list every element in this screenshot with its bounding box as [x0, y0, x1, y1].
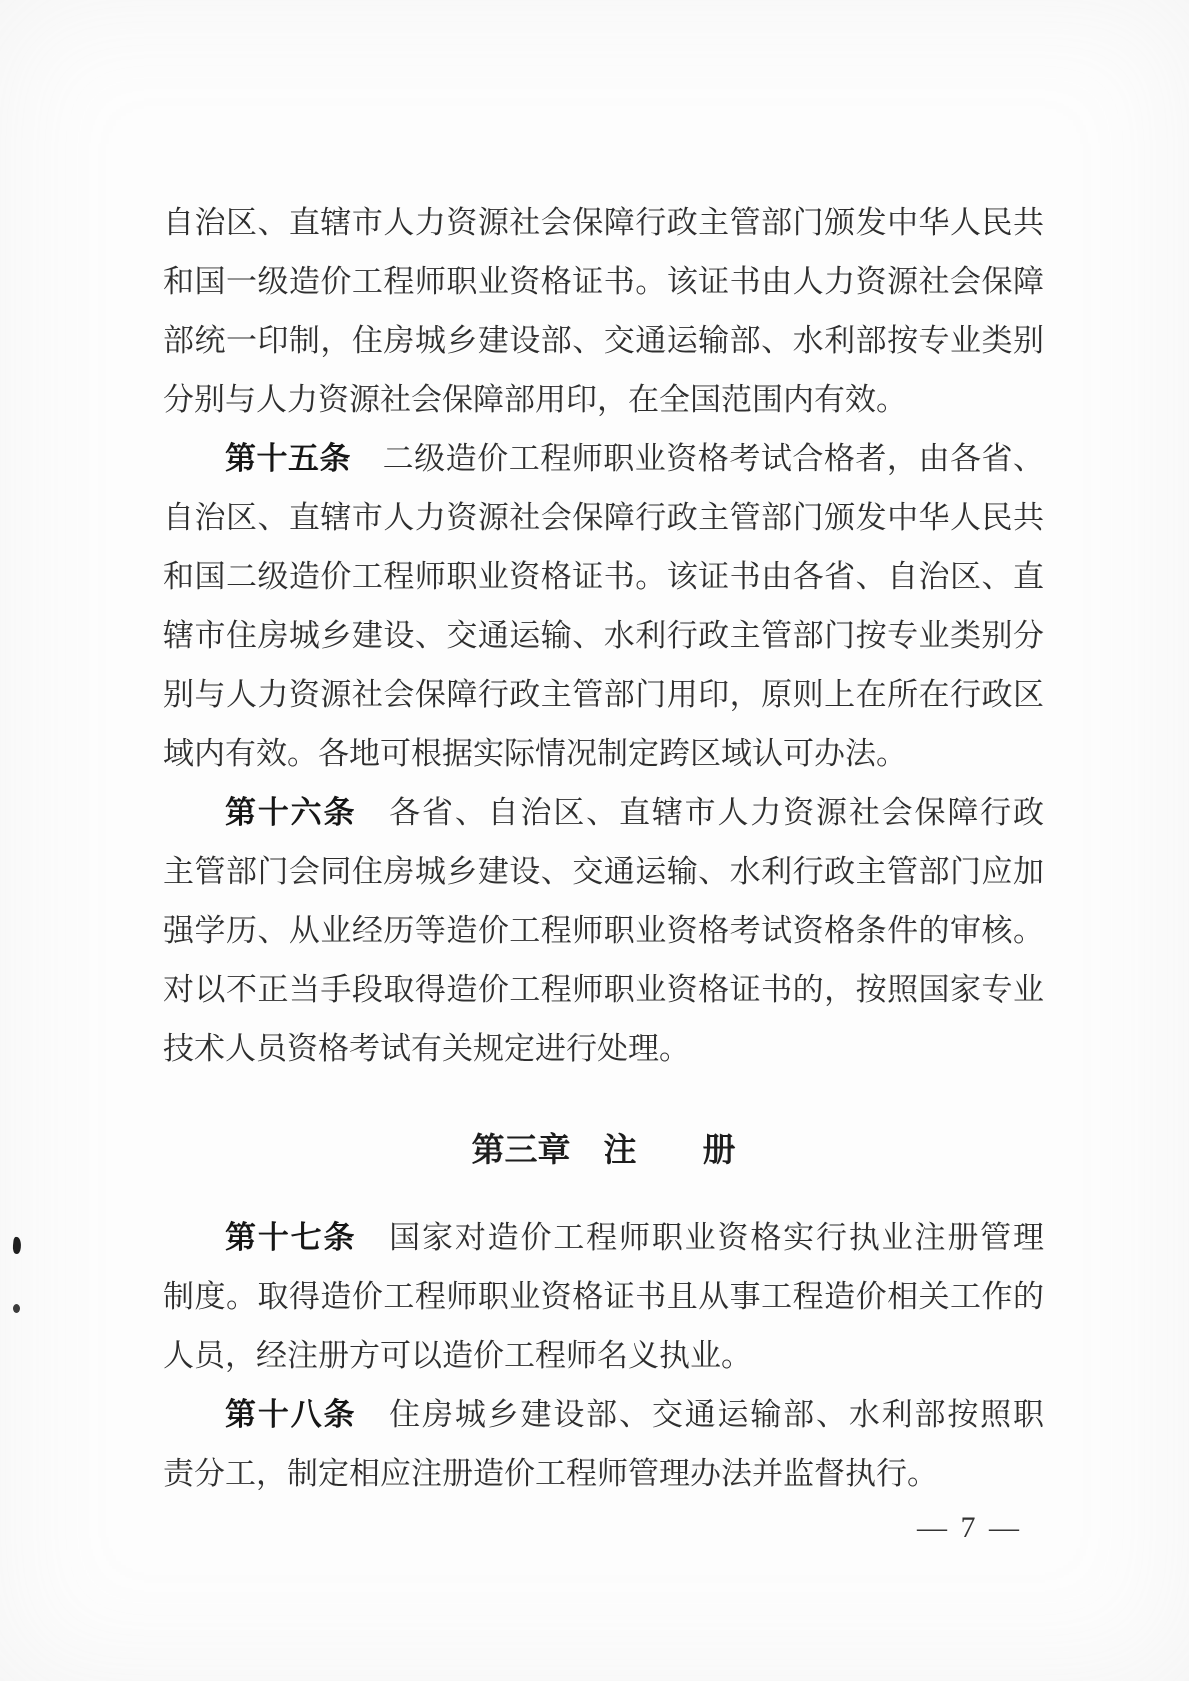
text-line: 第十五条 二级造价工程师职业资格考试合格者，由各省、	[225, 441, 1045, 476]
text-line: 自治区、直辖市人力资源社会保障行政主管部门颁发中华人民共	[163, 500, 1044, 535]
text-line: 部统一印制，住房城乡建设部、交通运输部、水利部按专业类别	[163, 323, 1044, 358]
document-body	[163, 193, 1044, 1503]
text-line: 和国二级造价工程师职业资格证书。该证书由各省、自治区、直	[163, 559, 1044, 594]
text-line: 技术人员资格考试有关规定进行处理。	[163, 1031, 690, 1066]
article-number: 第十八条	[225, 1397, 357, 1432]
text-line: 第十八条 住房城乡建设部、交通运输部、水利部按照职	[225, 1397, 1045, 1432]
ink-speck	[12, 1237, 22, 1255]
text-line: 强学历、从业经历等造价工程师职业资格考试资格条件的审核。	[163, 913, 1044, 948]
text-line: 制度。取得造价工程师职业资格证书且从事工程造价相关工作的	[163, 1279, 1044, 1314]
text-line: 域内有效。各地可根据实际情况制定跨区域认可办法。	[163, 736, 907, 771]
ink-speck	[13, 1304, 20, 1313]
text-line: 主管部门会同住房城乡建设、交通运输、水利行政主管部门应加	[163, 854, 1044, 889]
article-number: 第十六条	[225, 795, 357, 830]
text-line: 自治区、直辖市人力资源社会保障行政主管部门颁发中华人民共	[163, 205, 1044, 240]
text-line: 对以不正当手段取得造价工程师职业资格证书的，按照国家专业	[163, 972, 1044, 1007]
text-line: 第十六条 各省、自治区、直辖市人力资源社会保障行政	[225, 795, 1045, 830]
text-line: 人员，经注册方可以造价工程师名义执业。	[163, 1338, 752, 1373]
chapter-heading: 第三章 注 册	[471, 1133, 736, 1169]
text-line: 辖市住房城乡建设、交通运输、水利行政主管部门按专业类别分	[163, 618, 1044, 653]
text-line: 责分工，制定相应注册造价工程师管理办法并监督执行。	[163, 1456, 938, 1491]
text-line: 别与人力资源社会保障行政主管部门用印，原则上在所在行政区	[163, 677, 1044, 712]
text-line: 第十七条 国家对造价工程师职业资格实行执业注册管理	[225, 1220, 1045, 1255]
page-number: — 7 —	[917, 1511, 1022, 1544]
text-line: 和国一级造价工程师职业资格证书。该证书由人力资源社会保障	[163, 264, 1044, 299]
article-number: 第十五条	[225, 441, 352, 476]
text-line: 分别与人力资源社会保障部用印，在全国范围内有效。	[163, 382, 907, 417]
article-number: 第十七条	[225, 1220, 357, 1255]
